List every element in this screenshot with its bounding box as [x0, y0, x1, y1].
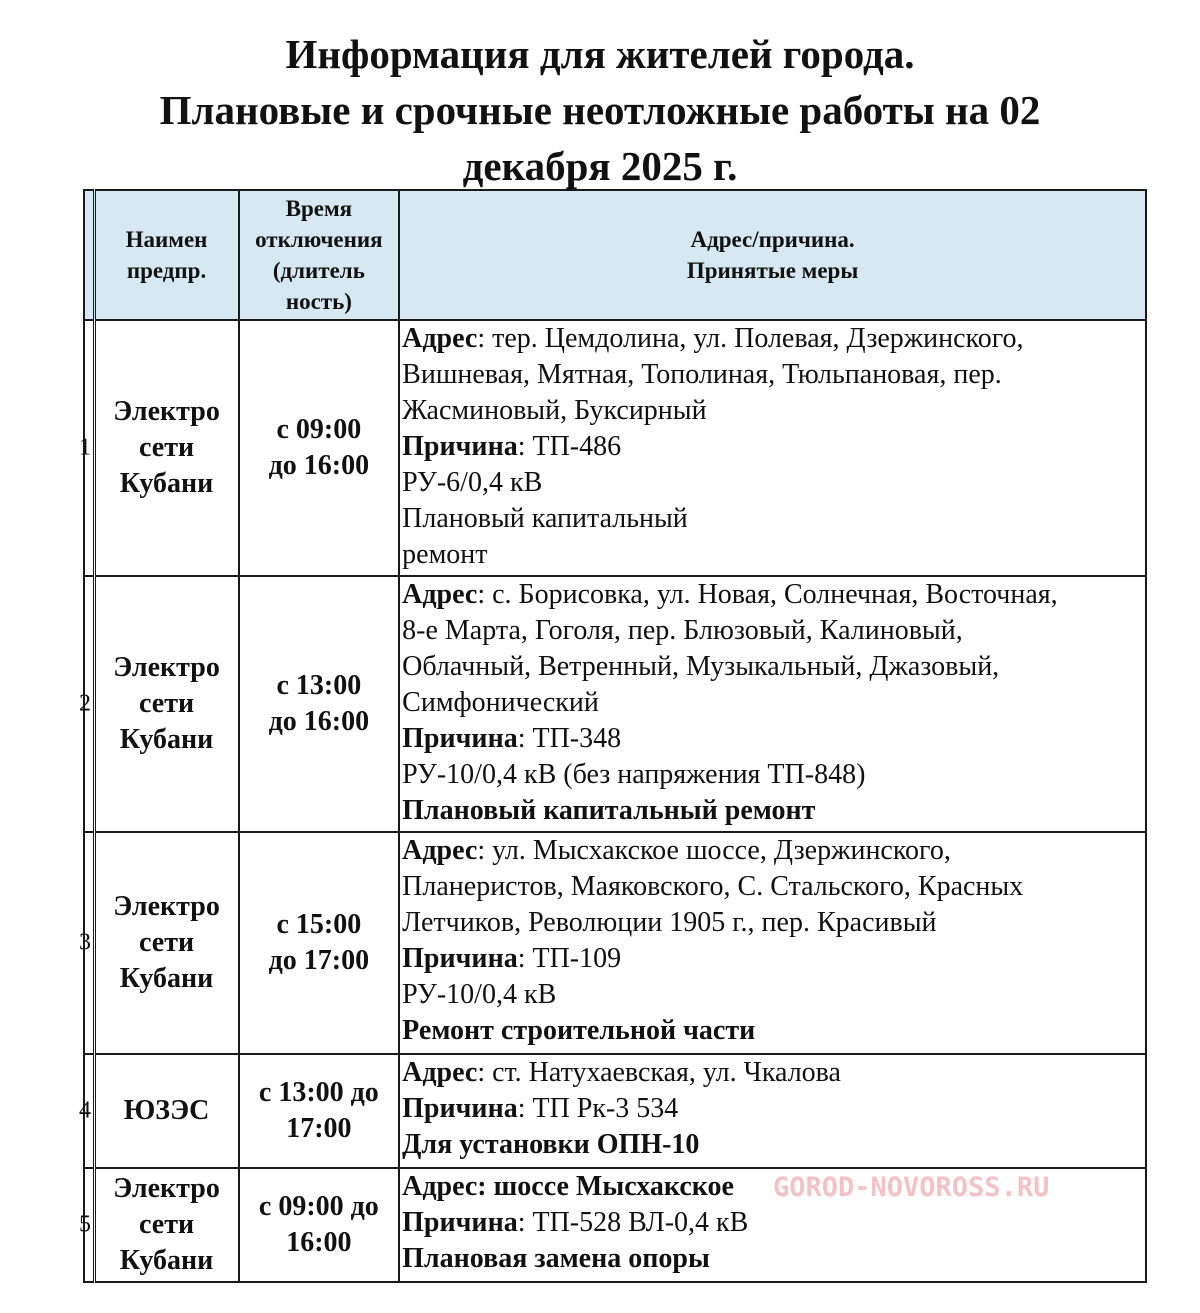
measure-text: Плановый капитальный ремонт — [402, 795, 816, 826]
time-cell: с 09:00 до 16:00 — [239, 320, 400, 576]
table-row — [84, 320, 1146, 576]
row-number: 2 — [84, 576, 94, 832]
row-number: 1 — [84, 320, 94, 576]
org-cell: Электро сети Кубани — [94, 320, 239, 576]
time-cell: с 13:00 до 17:00 — [239, 1054, 400, 1168]
header-info-line: Адрес/причина. — [690, 227, 855, 252]
header-num-cell — [84, 190, 94, 320]
reason-label: Причина — [402, 1093, 518, 1124]
address-label: Адрес — [402, 835, 478, 866]
row-number: 4 — [84, 1054, 94, 1168]
reason-label: Причина — [402, 1207, 518, 1238]
watermark: GOROD-NOVOROSS.RU — [773, 1172, 1050, 1203]
info-cell: Адрес: ул. Мысхакское шоссе, Дзержинского, Планеристов, Маяковского, С. Стальского, Красных Летчиков, Революции 1905 г., пер. Красивый Причина: ТП-109 РУ-10/0,4 кВ Ремонт строительной части — [399, 832, 1146, 1054]
header-time-line: Время — [285, 196, 353, 221]
org-cell: Электро сети Кубани — [94, 1168, 239, 1282]
org-cell: Электро сети Кубани — [94, 832, 239, 1054]
reason-label: Причина — [402, 723, 518, 754]
org-cell: ЮЗЭС — [94, 1054, 239, 1168]
address-label: Адрес — [402, 1057, 478, 1088]
info-cell: Адрес: шоссе Мысхакское Причина: ТП-528 ВЛ-0,4 кВ Плановая замена опоры — [399, 1168, 1146, 1282]
header-time-line: ность) — [285, 289, 352, 314]
row-number: 3 — [84, 832, 94, 1054]
info-cell: Адрес: ст. Натухаевская, ул. Чкалова Причина: ТП Рк-3 534 Для установки ОПН-10 — [399, 1054, 1146, 1168]
table-row — [84, 832, 1146, 1054]
time-cell: с 15:00 до 17:00 — [239, 832, 400, 1054]
address-text: Адрес: шоссе Мысхакское — [402, 1171, 734, 1202]
table-header-row — [84, 190, 1146, 320]
info-cell: Адрес: с. Борисовка, ул. Новая, Солнечная, Восточная, 8-е Марта, Гоголя, пер. Блюзовый, Калиновый, Облачный, Ветренный, Музыкальный, Джазовый, Симфонический Причина: ТП-348 РУ-10/0,4 кВ (без напряжения ТП-848) Плановый капитальный ремонт — [399, 576, 1146, 832]
header-info-line: Принятые меры — [686, 258, 859, 283]
outage-table — [79, 189, 1147, 1283]
reason-label: Причина — [402, 943, 518, 974]
header-info — [399, 190, 1146, 320]
title-line: Плановые и срочные неотложные работы на 02 — [159, 87, 1041, 133]
header-org — [94, 190, 239, 320]
header-time-line: (длитель — [272, 258, 365, 283]
header-org-line: предпр. — [126, 258, 207, 283]
measure-text: Плановая замена опоры — [402, 1243, 710, 1274]
title-line: декабря 2025 г. — [462, 143, 738, 189]
table-row — [84, 1054, 1146, 1168]
header-org-line: Наимен — [125, 227, 208, 252]
time-cell: с 09:00 до 16:00 — [239, 1168, 400, 1282]
org-cell: Электро сети Кубани — [94, 576, 239, 832]
row-number: 5 — [84, 1168, 94, 1282]
address-label: Адрес — [402, 579, 478, 610]
measure-text: Для установки ОПН-10 — [402, 1129, 700, 1160]
measure-text: Ремонт строительной части — [402, 1015, 756, 1046]
page-title — [0, 26, 1200, 194]
info-cell: Адрес: тер. Цемдолина, ул. Полевая, Дзержинского, Вишневая, Мятная, Тополиная, Тюльпановая, пер. Жасминовый, Буксирный Причина: ТП-486 РУ-6/0,4 кВ Плановый капитальный ремонт — [399, 320, 1146, 576]
time-cell: с 13:00 до 16:00 — [239, 576, 400, 832]
table-row — [84, 576, 1146, 832]
header-time-line: отключения — [255, 227, 383, 252]
reason-label: Причина — [402, 431, 518, 462]
title-line: Информация для жителей города. — [285, 31, 915, 77]
header-time — [239, 190, 400, 320]
address-label: Адрес — [402, 323, 478, 354]
